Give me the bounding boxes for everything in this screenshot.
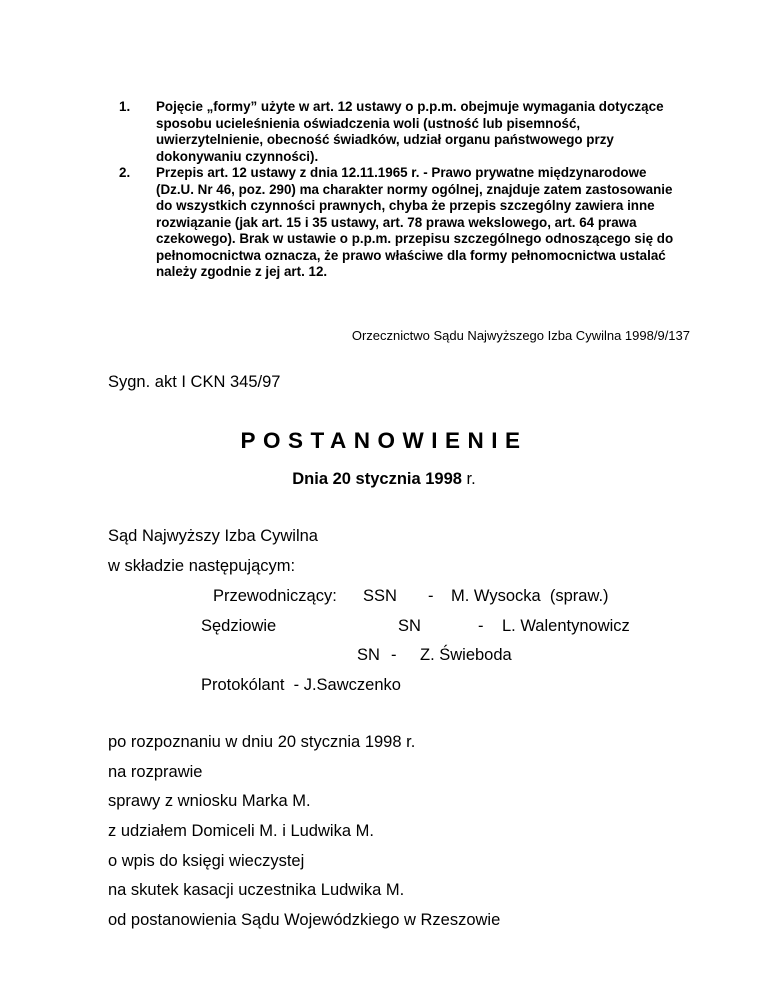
source-citation: Orzecznictwo Sądu Najwyższego Izba Cywilna 1998/9/137	[351, 328, 690, 343]
thesis-item	[119, 165, 679, 281]
thesis-text: Pojęcie „formy” użyte w art. 12 ustawy o p.p.m. obejmuje wymagania dotyczące sposobu ucieleśnienia oświadczenia woli (ustność lub pisemność, uwierzytelnienie, obecność świadków, udział organu państwowego przy dokonywaniu czynności).	[156, 99, 664, 164]
body-line: z udziałem Domiceli M. i Ludwika M.	[108, 822, 374, 840]
decision-date-main: Dnia 20 stycznia 1998	[292, 470, 462, 488]
decision-date	[0, 470, 768, 489]
chair-rank: SSN	[363, 587, 397, 605]
chair-label: Przewodniczący:	[213, 587, 337, 605]
composition-intro: w składzie następującym:	[108, 557, 296, 575]
thesis-number: 1.	[119, 99, 131, 114]
thesis-item	[119, 99, 679, 165]
clerk: Protokólant - J.Sawczenko	[201, 676, 401, 694]
body-line: na skutek kasacji uczestnika Ludwika M.	[108, 881, 405, 899]
body-line: o wpis do księgi wieczystej	[108, 852, 305, 870]
document-heading: POSTANOWIENIE	[240, 428, 528, 453]
case-signature: Sygn. akt I CKN 345/97	[108, 373, 281, 391]
judges-label: Sędziowie	[201, 617, 277, 635]
judge1-name: L. Walentynowicz	[502, 617, 630, 635]
chair-name: M. Wysocka (spraw.)	[451, 587, 609, 605]
decision-date-suffix: r.	[461, 470, 476, 488]
court-name: Sąd Najwyższy Izba Cywilna	[108, 527, 318, 545]
body-line: sprawy z wniosku Marka M.	[108, 792, 311, 810]
judge2-rank: SN	[357, 646, 380, 664]
body-line: po rozpoznaniu w dniu 20 stycznia 1998 r.	[108, 733, 416, 751]
chair-dash: -	[428, 587, 434, 605]
judge1-dash: -	[478, 617, 484, 635]
thesis-text: Przepis art. 12 ustawy z dnia 12.11.1965 r. - Prawo prywatne międzynarodowe (Dz.U. Nr 46, poz. 290) ma charakter normy ogólnej, znajduje zatem zastosowanie do wszystkich czynności prawnych, chyba że przepis szczególny zawiera inne rozwiązanie (jak art. 15 i 35 ustawy, art. 78 prawa wekslowego, art. 64 prawa czekowego). Brak w ustawie o p.p.m. przepisu szczególnego odnoszącego się do pełnomocnictwa oznacza, że prawo właściwe dla formy pełnomocnictwa ustalać należy zgodnie z jej art. 12.	[156, 165, 674, 279]
thesis-number: 2.	[119, 165, 131, 180]
judge1-rank: SN	[398, 617, 421, 635]
thesis-list	[119, 99, 679, 281]
judge2-name: Z. Świeboda	[420, 646, 512, 664]
body-line: na rozprawie	[108, 763, 203, 781]
body-line: od postanowienia Sądu Wojewódzkiego w Rzeszowie	[108, 911, 501, 929]
judge2-dash: -	[391, 646, 397, 664]
